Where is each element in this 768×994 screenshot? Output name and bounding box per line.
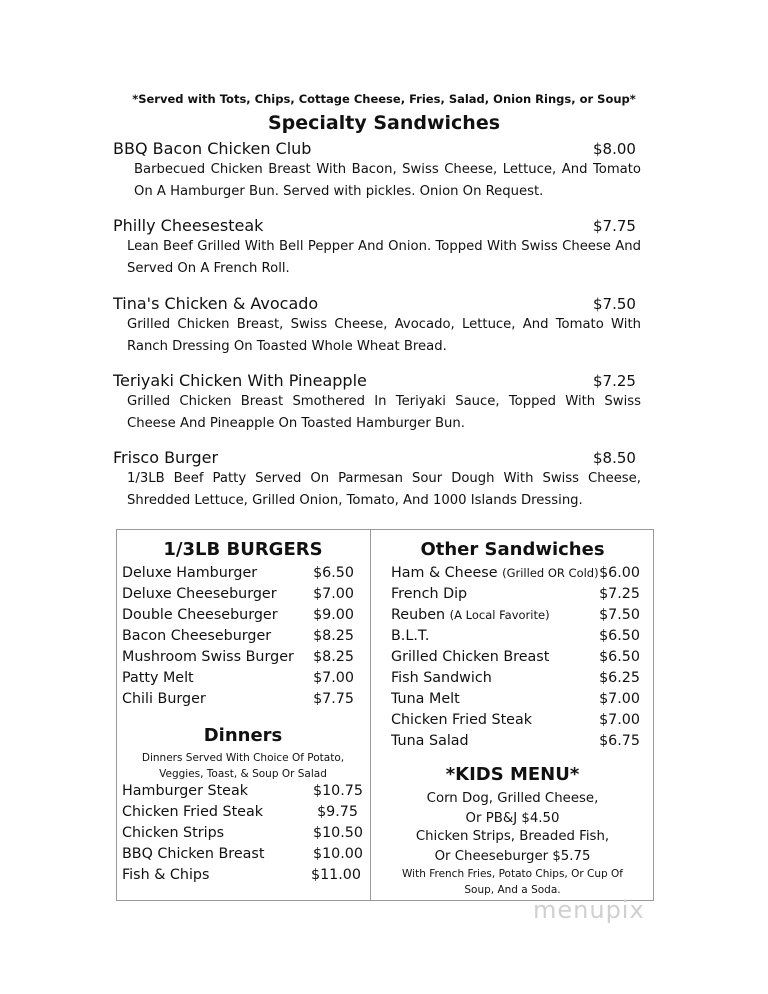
item-price: $8.25 — [313, 649, 354, 665]
item-price: $8.50 — [593, 449, 636, 467]
dinners-note-line2: Veggies, Toast, & Soup Or Salad — [159, 768, 327, 780]
dinners-title: Dinners — [203, 725, 283, 746]
other-row — [391, 712, 640, 728]
item-name: Tina's Chicken & Avocado — [113, 294, 319, 313]
kids-line2: Or PB&J $4.50 — [465, 811, 560, 826]
served-with-note: *Served with Tots, Chips, Cottage Cheese, Fries, Salad, Onion Rings, or Soup* — [132, 92, 636, 106]
item-price: $7.25 — [593, 372, 636, 390]
item-name: French Dip — [391, 586, 468, 602]
item-price: $9.75 — [317, 804, 358, 820]
item-name: Tuna Melt — [391, 691, 460, 707]
kids-line3: Chicken Strips, Breaded Fish, — [415, 829, 610, 844]
item-name: Chicken Fried Steak — [391, 712, 533, 728]
item-price: $7.25 — [599, 586, 640, 602]
item-price: $6.50 — [313, 565, 354, 581]
item-name: Frisco Burger — [113, 448, 219, 467]
item-note: (Grilled OR Cold) — [502, 566, 599, 580]
item-price: $8.25 — [313, 628, 354, 644]
item-price: $6.25 — [599, 670, 640, 686]
item-name: Grilled Chicken Breast — [391, 649, 550, 665]
other-row — [391, 691, 640, 707]
specialty-item — [113, 216, 641, 279]
item-description: Grilled Chicken Breast Smothered In Teriyaki Sauce, Topped With Swiss Cheese And Pineapple On Toasted Hamburger Bun. — [127, 394, 641, 431]
item-price: $10.00 — [312, 846, 363, 862]
item-price: $7.00 — [313, 586, 354, 602]
item-price: $6.75 — [599, 733, 640, 749]
kids-line4: Or Cheeseburger $5.75 — [434, 849, 591, 864]
other-row — [391, 649, 640, 665]
item-price: $11.00 — [310, 867, 361, 883]
burger-row — [122, 565, 354, 581]
item-name-text: Reuben — [391, 607, 446, 623]
item-name: Chicken Strips — [122, 825, 225, 841]
other-row — [391, 670, 640, 686]
item-price: $6.00 — [599, 565, 640, 581]
item-description: 1/3LB Beef Patty Served On Parmesan Sour Dough With Swiss Cheese, Shredded Lettuce, Grilled Onion, Tomato, And 1000 Islands Dressing. — [127, 471, 641, 508]
kids-menu-title: *KIDS MENU* — [445, 764, 580, 785]
item-name: Patty Melt — [122, 670, 194, 686]
burger-row — [122, 670, 354, 686]
item-name: Mushroom Swiss Burger — [122, 649, 294, 665]
other-sandwiches-title: Other Sandwiches — [420, 539, 605, 560]
other-row — [391, 607, 640, 623]
kids-note1: With French Fries, Potato Chips, Or Cup Of — [402, 868, 623, 880]
item-note: (A Local Favorite) — [449, 608, 550, 622]
item-name: Tuna Salad — [391, 733, 469, 749]
other-row — [391, 586, 640, 602]
specialty-item — [113, 371, 641, 434]
item-name: Double Cheeseburger — [122, 607, 278, 623]
item-name: Chicken Fried Steak — [122, 804, 264, 820]
item-name: Hamburger Steak — [122, 783, 249, 799]
other-row — [391, 733, 640, 749]
item-name: Fish Sandwich — [391, 670, 492, 686]
item-description: Lean Beef Grilled With Bell Pepper And Onion. Topped With Swiss Cheese And Served On A French Roll. — [127, 239, 641, 276]
item-name: BBQ Bacon Chicken Club — [113, 139, 312, 158]
dinner-row — [122, 783, 363, 799]
item-name-text: Ham & Cheese — [391, 565, 498, 581]
burger-row — [122, 628, 354, 644]
item-name — [391, 565, 599, 581]
dinner-row — [122, 825, 363, 841]
item-name: Deluxe Cheeseburger — [122, 586, 277, 602]
item-name: Bacon Cheeseburger — [122, 628, 272, 644]
dinner-row — [122, 867, 361, 883]
item-price: $10.75 — [312, 783, 363, 799]
item-name: B.L.T. — [391, 628, 430, 644]
item-price: $7.75 — [593, 217, 636, 235]
specialty-item — [113, 448, 641, 511]
item-name: Teriyaki Chicken With Pineapple — [113, 371, 367, 390]
item-price: $7.00 — [599, 691, 640, 707]
item-name: BBQ Chicken Breast — [122, 846, 265, 862]
kids-note2: Soup, And a Soda. — [464, 884, 561, 896]
dinner-row — [122, 804, 358, 820]
item-name: Deluxe Hamburger — [122, 565, 258, 581]
burger-row — [122, 691, 354, 707]
item-description: Barbecued Chicken Breast With Bacon, Swiss Cheese, Lettuce, And Tomato On A Hamburger Bun. Served with pickles. Onion On Request. — [134, 162, 641, 199]
other-row — [391, 565, 640, 581]
item-name: Fish & Chips — [122, 867, 210, 883]
item-price: $8.00 — [593, 140, 636, 158]
specialty-item — [113, 294, 641, 357]
item-price: $7.75 — [313, 691, 354, 707]
specialty-item — [113, 139, 641, 202]
other-row — [391, 628, 640, 644]
item-name: Philly Cheesesteak — [113, 216, 264, 235]
dinner-row — [122, 846, 363, 862]
item-name — [391, 607, 550, 623]
item-price: $6.50 — [599, 628, 640, 644]
burger-row — [122, 586, 354, 602]
kids-line1: Corn Dog, Grilled Cheese, — [426, 791, 599, 806]
item-price: $7.00 — [599, 712, 640, 728]
item-price: $7.50 — [593, 295, 636, 313]
item-description: Grilled Chicken Breast, Swiss Cheese, Avocado, Lettuce, And Tomato With Ranch Dressing On Toasted Whole Wheat Bread. — [127, 317, 641, 354]
item-name: Chili Burger — [122, 691, 206, 707]
item-price: $10.50 — [312, 825, 363, 841]
burger-row — [122, 649, 354, 665]
dinners-note-line1: Dinners Served With Choice Of Potato, — [141, 752, 345, 764]
burgers-title: 1/3LB BURGERS — [163, 539, 323, 560]
specialty-sandwiches-title: Specialty Sandwiches — [267, 112, 501, 134]
item-price: $6.50 — [599, 649, 640, 665]
item-price: $7.50 — [599, 607, 640, 623]
item-price: $7.00 — [313, 670, 354, 686]
burger-row — [122, 607, 354, 623]
menupix-watermark: menupix — [533, 896, 645, 924]
item-price: $9.00 — [313, 607, 354, 623]
